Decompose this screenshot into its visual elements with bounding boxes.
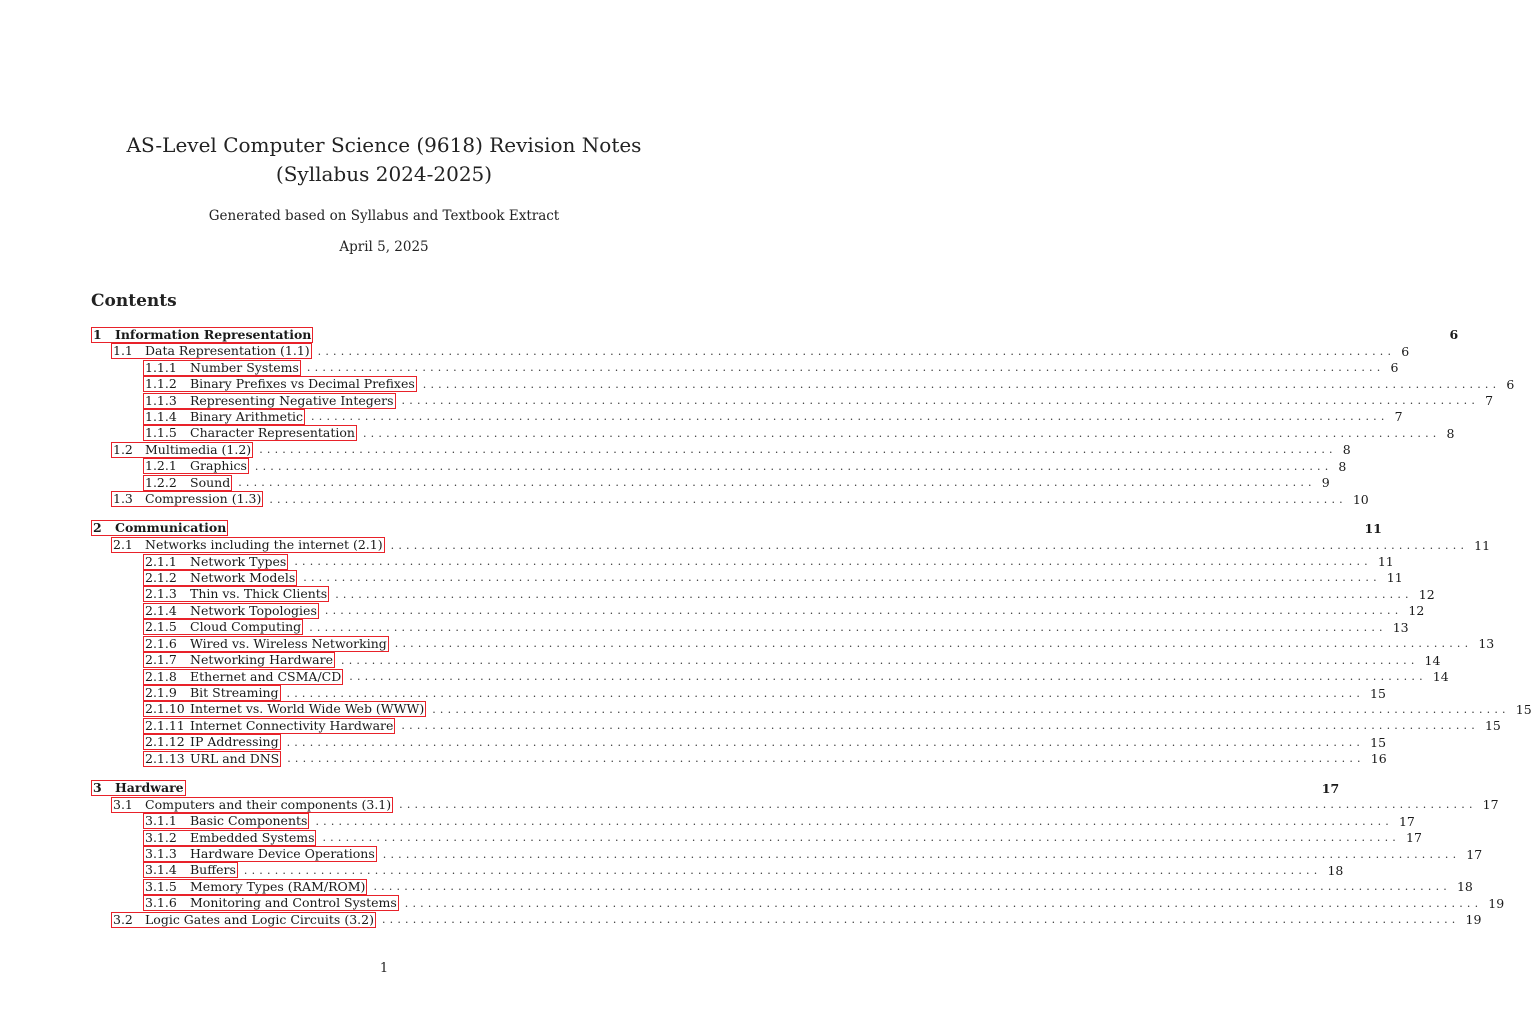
toc-entry-number: 2.1.2	[145, 569, 177, 585]
toc-subsubsection-row	[143, 652, 1441, 668]
toc-page-number: 13	[1392, 619, 1409, 635]
toc-entry-number: 2.1.9	[145, 685, 177, 701]
contents-heading: Contents	[91, 291, 177, 311]
toc-dot-leader: ............................................................................................................................................	[394, 637, 1473, 651]
toc-page-number: 13	[1478, 636, 1495, 652]
toc-entry-title: Multimedia (1.2)	[145, 441, 252, 457]
toc-section-row	[91, 520, 1382, 537]
toc-dot-leader: ............................................................................................................................................	[317, 344, 1396, 358]
toc-entry-title: Logic Gates and Logic Circuits (3.2)	[145, 911, 374, 927]
toc-subsubsection-row	[143, 569, 1403, 586]
toc-entry-number: 1.2.2	[145, 474, 177, 490]
toc-entry-number: 3.1.4	[145, 862, 177, 878]
toc-dot-leader: ............................................................................................................................................	[404, 896, 1483, 910]
toc-entry-number: 3.2	[113, 911, 133, 927]
toc-link[interactable]	[143, 652, 335, 668]
toc-page-number: 8	[1446, 425, 1455, 441]
toc-section-row	[91, 326, 1459, 343]
toc-entry-number: 2.1.3	[145, 586, 177, 602]
toc-entry-title: Graphics	[190, 458, 247, 474]
toc-page-number: 11	[1386, 570, 1403, 586]
toc-entry-title: Embedded Systems	[190, 829, 315, 845]
toc-page-number: 17	[1482, 797, 1499, 813]
toc-page-number: 6	[1449, 327, 1459, 342]
toc-dot-leader: ............................................................................................................................................	[322, 831, 1401, 845]
toc-entry-title: Wired vs. Wireless Networking	[190, 635, 387, 651]
toc-entry-number: 2.1.10	[145, 701, 185, 717]
toc-dot-leader: ............................................................................................................................................	[401, 719, 1479, 733]
toc-page-number: 16	[1370, 751, 1387, 767]
toc-dot-leader: ............................................................................................................................................	[259, 443, 1337, 457]
toc-link[interactable]	[143, 685, 281, 701]
toc-entry-title: Information Representation	[115, 326, 312, 342]
toc-subsubsection-row	[143, 376, 1515, 392]
toc-entry-number: 1.1.4	[145, 408, 177, 424]
toc-subsubsection-row	[143, 717, 1501, 734]
toc-link[interactable]	[143, 360, 301, 376]
toc-dot-leader: ............................................................................................................................................	[294, 555, 1372, 569]
toc-subsection-row	[111, 343, 1410, 359]
title-line-1: AS-Level Computer Science (9618) Revision Notes	[126, 133, 642, 157]
toc-subsection-row	[111, 796, 1499, 813]
document-title	[0, 131, 768, 189]
toc-entry-title: Internet Connectivity Hardware	[190, 717, 394, 733]
toc-entry-title: Buffers	[190, 862, 236, 878]
toc-entry-number: 1.1.3	[145, 392, 177, 408]
toc-link[interactable]	[143, 669, 343, 685]
toc-link[interactable]	[111, 343, 312, 359]
toc-entry-title: Network Models	[190, 569, 296, 585]
toc-link[interactable]	[143, 409, 305, 425]
toc-link[interactable]	[143, 554, 288, 570]
toc-subsubsection-row	[143, 619, 1409, 635]
toc-subsubsection-row	[143, 602, 1425, 619]
toc-entry-title: Character Representation	[190, 425, 355, 441]
toc-page-number: 17	[1398, 813, 1415, 829]
toc-entry-title: Compression (1.3)	[145, 491, 262, 507]
toc-link[interactable]	[111, 537, 385, 553]
toc-section-row	[91, 780, 1340, 797]
toc-subsubsection-row	[143, 734, 1387, 750]
toc-link[interactable]	[111, 797, 393, 813]
toc-page-number: 10	[1352, 491, 1369, 507]
toc-dot-leader: ............................................................................................................................................	[243, 863, 1322, 877]
document-date: April 5, 2025	[339, 239, 429, 255]
toc-dot-leader: ............................................................................................................................................	[306, 361, 1385, 375]
toc-link[interactable]	[91, 520, 228, 536]
toc-entry-number: 3.1.5	[145, 878, 177, 894]
toc-entry-title: Computers and their components (3.1)	[145, 796, 392, 812]
toc-dot-leader: ............................................................................................................................................	[422, 377, 1501, 391]
toc-page-number: 8	[1342, 442, 1351, 458]
toc-page-number: 19	[1465, 912, 1482, 928]
toc-link[interactable]	[143, 701, 426, 717]
toc-page-number: 18	[1456, 879, 1473, 895]
toc-link[interactable]	[143, 376, 417, 392]
toc-entry-number: 3.1.3	[145, 846, 177, 862]
toc-page-number: 7	[1394, 409, 1403, 425]
toc-entry-number: 1.2.1	[145, 458, 177, 474]
toc-link[interactable]	[143, 586, 329, 602]
toc-entry-title: Communication	[115, 520, 227, 536]
toc-dot-leader: ............................................................................................................................................	[286, 686, 1365, 700]
toc-entry-title: Hardware	[115, 780, 184, 795]
document-subtitle: Generated based on Syllabus and Textbook Extract	[208, 208, 560, 224]
toc-page-number: 6	[1506, 376, 1515, 392]
toc-dot-leader: ............................................................................................................................................	[349, 670, 1427, 684]
toc-link[interactable]	[91, 780, 186, 796]
toc-page-number: 19	[1488, 895, 1505, 911]
toc-entry-title: Networking Hardware	[190, 652, 334, 668]
toc-link[interactable]	[143, 570, 297, 586]
toc-subsection-row	[111, 491, 1369, 507]
toc-entry-number: 2.1.11	[145, 717, 185, 733]
toc-link[interactable]	[143, 879, 367, 895]
toc-dot-leader: ............................................................................................................................................	[238, 476, 1316, 490]
toc-entry-title: IP Addressing	[190, 734, 279, 750]
toc-subsubsection-row	[143, 685, 1386, 701]
toc-dot-leader: ............................................................................................................................................	[401, 394, 1480, 408]
toc-link[interactable]	[143, 425, 357, 441]
toc-page-number: 12	[1408, 603, 1425, 619]
toc-link[interactable]	[143, 895, 399, 911]
toc-subsection-row	[111, 911, 1482, 928]
toc-entry-number: 1.3	[113, 491, 133, 507]
toc-subsubsection-row	[143, 895, 1505, 911]
toc-entry-number: 2.1.1	[145, 553, 177, 569]
toc-page-number: 14	[1432, 669, 1449, 685]
toc-entry-title: Network Topologies	[190, 602, 317, 618]
toc-entry-title: Ethernet and CSMA/CD	[190, 668, 342, 684]
toc-page-number: 15	[1484, 718, 1501, 734]
toc-dot-leader: ............................................................................................................................................	[315, 814, 1393, 828]
toc-page-number: 7	[1485, 393, 1494, 409]
toc-entry-title: Network Types	[190, 553, 287, 569]
toc-link[interactable]	[143, 862, 238, 878]
toc-entry-title: Data Representation (1.1)	[145, 343, 310, 359]
toc-page-number: 17	[1406, 830, 1422, 846]
toc-link[interactable]	[143, 718, 395, 734]
toc-page-number: 11	[1377, 554, 1394, 570]
toc-dot-leader: ............................................................................................................................................	[309, 620, 1387, 634]
toc-link[interactable]	[143, 636, 389, 652]
toc-subsection-row	[111, 537, 1491, 553]
toc-subsubsection-row	[143, 425, 1455, 441]
toc-dot-leader: ............................................................................................................................................	[287, 752, 1365, 766]
toc-entry-number: 1.2	[113, 441, 133, 457]
toc-entry-number: 1.1	[113, 343, 133, 359]
toc-entry-title: URL and DNS	[190, 750, 280, 766]
toc-entry-title: Cloud Computing	[190, 619, 302, 635]
toc-subsubsection-row	[143, 392, 1494, 409]
toc-entry-title: Thin vs. Thick Clients	[190, 586, 328, 602]
toc-entry-number: 1.1.1	[145, 359, 177, 375]
toc-entry-title: Binary Prefixes vs Decimal Prefixes	[190, 376, 415, 392]
toc-dot-leader: ............................................................................................................................................	[324, 604, 1403, 618]
toc-page-number: 9	[1321, 475, 1330, 491]
toc-entry-number: 3.1.6	[145, 895, 177, 911]
toc-entry-title: Binary Arithmetic	[190, 408, 304, 424]
toc-entry-number: 2.1.6	[145, 635, 177, 651]
toc-link[interactable]	[143, 458, 249, 474]
toc-subsubsection-row	[143, 829, 1422, 846]
toc-entry-title: Internet vs. World Wide Web (WWW)	[190, 701, 425, 717]
table-of-contents	[91, 326, 1532, 928]
page-number: 1	[379, 961, 389, 976]
toc-entry-title: Bit Streaming	[190, 685, 279, 701]
toc-dot-leader: ............................................................................................................................................	[390, 538, 1469, 552]
toc-subsubsection-row	[143, 668, 1449, 685]
toc-dot-leader: ............................................................................................................................................	[286, 735, 1365, 749]
toc-dot-leader: ............................................................................................................................................	[362, 426, 1441, 440]
toc-page-number: 11	[1364, 520, 1382, 536]
toc-page-number: 15	[1370, 734, 1387, 750]
toc-page-number: 15	[1370, 685, 1386, 701]
toc-link[interactable]	[143, 475, 232, 491]
toc-subsubsection-row	[143, 813, 1415, 829]
toc-link[interactable]	[111, 491, 263, 507]
toc-dot-leader: ............................................................................................................................................	[373, 880, 1451, 894]
toc-subsubsection-row	[143, 846, 1483, 862]
toc-subsubsection-row	[143, 359, 1399, 376]
toc-link[interactable]	[111, 912, 376, 928]
toc-entry-title: Basic Components	[190, 813, 308, 829]
toc-page-number: 12	[1418, 586, 1435, 602]
toc-dot-leader: ............................................................................................................................................	[311, 410, 1389, 424]
toc-entry-number: 1.1.2	[145, 376, 177, 392]
toc-subsubsection-row	[143, 878, 1473, 895]
toc-page-number: 17	[1321, 780, 1340, 796]
toc-page-number: 14	[1424, 652, 1441, 668]
toc-subsubsection-row	[143, 750, 1387, 767]
toc-entry-number: 3.1.2	[145, 829, 177, 845]
toc-entry-number: 1.1.5	[145, 425, 177, 441]
toc-dot-leader: ............................................................................................................................................	[303, 571, 1381, 585]
toc-entry-number: 2.1.4	[145, 602, 177, 618]
toc-dot-leader: ............................................................................................................................................	[269, 492, 1347, 506]
toc-entry-number: 2.1.12	[145, 734, 185, 750]
toc-page-number: 17	[1466, 846, 1483, 862]
toc-page-number: 18	[1327, 862, 1344, 878]
toc-dot-leader: ............................................................................................................................................	[341, 653, 1419, 667]
title-line-2: (Syllabus 2024-2025)	[275, 162, 493, 186]
toc-link[interactable]	[143, 846, 377, 862]
toc-dot-leader: ............................................................................................................................................	[382, 847, 1461, 861]
toc-entry-title: Representing Negative Integers	[190, 392, 394, 408]
toc-subsubsection-row	[143, 586, 1435, 602]
toc-dot-leader: ............................................................................................................................................	[381, 913, 1460, 927]
toc-entry-title: Sound	[190, 474, 231, 490]
toc-page-number: 6	[1390, 360, 1399, 376]
toc-dot-leader: ............................................................................................................................................	[399, 798, 1477, 812]
toc-subsubsection-row	[143, 701, 1532, 717]
toc-entry-number: 2.1.8	[145, 668, 177, 684]
toc-link[interactable]	[143, 813, 309, 829]
toc-entry-number: 2.1.7	[145, 652, 177, 668]
toc-page-number: 6	[1401, 343, 1410, 359]
toc-dot-leader: ............................................................................................................................................	[335, 587, 1413, 601]
toc-entry-number: 2	[93, 520, 102, 536]
toc-subsubsection-row	[143, 408, 1403, 425]
toc-entry-number: 1	[93, 326, 102, 342]
toc-entry-number: 2.1	[113, 537, 133, 553]
toc-entry-number: 2.1.5	[145, 619, 177, 635]
toc-subsubsection-row	[143, 635, 1495, 652]
toc-subsubsection-row	[143, 474, 1330, 491]
toc-subsubsection-row	[143, 553, 1394, 570]
toc-link[interactable]	[111, 442, 253, 458]
toc-subsubsection-row	[143, 862, 1344, 878]
toc-entry-title: Number Systems	[190, 359, 299, 375]
toc-link[interactable]	[143, 751, 281, 767]
toc-entry-title: Monitoring and Control Systems	[190, 895, 397, 911]
toc-link[interactable]	[143, 734, 281, 750]
toc-page-number: 8	[1338, 458, 1347, 474]
toc-dot-leader: ............................................................................................................................................	[254, 459, 1333, 473]
toc-dot-leader: ............................................................................................................................................	[432, 702, 1510, 716]
toc-link[interactable]	[143, 830, 316, 846]
toc-entry-title: Networks including the internet (2.1)	[145, 537, 383, 553]
toc-link[interactable]	[143, 393, 396, 409]
toc-subsection-row	[111, 441, 1351, 458]
toc-link[interactable]	[143, 603, 319, 619]
toc-entry-title: Memory Types (RAM/ROM)	[190, 878, 366, 894]
toc-entry-number: 3.1	[113, 796, 133, 812]
toc-subsubsection-row	[143, 458, 1347, 474]
toc-page-number: 11	[1474, 537, 1491, 553]
toc-page-number: 15	[1515, 701, 1532, 717]
toc-entry-number: 2.1.13	[145, 750, 185, 766]
toc-link[interactable]	[143, 619, 303, 635]
toc-entry-number: 3.1.1	[145, 813, 177, 829]
toc-entry-title: Hardware Device Operations	[190, 846, 375, 862]
toc-entry-number: 3	[93, 780, 102, 795]
toc-link[interactable]	[91, 327, 313, 343]
